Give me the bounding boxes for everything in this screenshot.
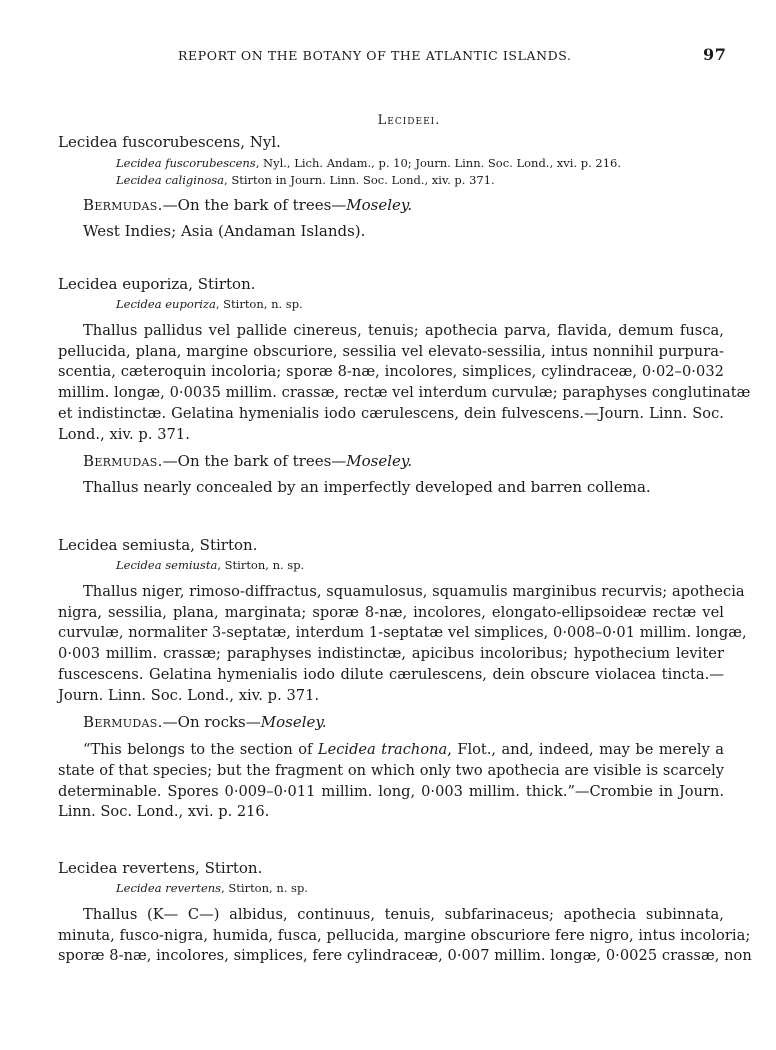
description-line: 0·003 millim. crassæ; paraphyses indistinctæ, apicibus incoloribus; hypothecium leviter xyxy=(58,645,724,663)
entry-lecidea-euporiza xyxy=(58,274,751,497)
description-line: pellucida, plana, margine obscuriore, sessilia vel elevato-sessilia, intus nonnihil purpura- xyxy=(58,342,724,360)
species-name: Lecidea euporiza, Stirton. xyxy=(58,275,256,293)
synonym: Lecidea euporiza, Stirton, n. sp. xyxy=(116,297,303,311)
description-line: Lond., xiv. p. 371. xyxy=(58,425,190,443)
description-line: millim. longæ, 0·0035 millim. crassæ, rectæ vel interdum curvulæ; paraphyses conglutinatæ xyxy=(58,384,751,402)
description xyxy=(58,321,751,445)
quote-line: Linn. Soc. Lond., xvi. p. 216. xyxy=(58,803,270,821)
species-name: Lecidea revertens, Stirton. xyxy=(58,859,263,877)
quote-line: state of that species; but the fragment on which only two apothecia are visible is scarcely xyxy=(58,761,724,779)
description-line: Journ. Linn. Soc. Lond., xiv. p. 371. xyxy=(58,686,320,704)
description-line: et indistinctæ. Gelatina hymenialis iodo cærulescens, dein fulvescens.—Journ. Linn. Soc. xyxy=(58,404,724,422)
description-line: nigra, sessilia, plana, marginata; sporæ 8-næ, incolores, elongato-ellipsoideæ rectæ vel xyxy=(58,603,724,621)
entry-lecidea-semiusta xyxy=(58,535,747,823)
description-line: Thallus (K— C—) albidus, continuus, tenuis, subfarinaceus; apothecia subinnata, xyxy=(83,906,724,923)
locality: Bermudas.—On the bark of trees—Moseley. xyxy=(83,452,413,471)
description-line: sporæ 8-næ, incolores, simplices, fere cylindraceæ, 0·007 millim. longæ, 0·0025 crassæ, non xyxy=(58,947,752,965)
description xyxy=(58,582,747,706)
synonym: Lecidea semiusta, Stirton, n. sp. xyxy=(116,558,305,572)
crombie-quote xyxy=(58,740,724,823)
synonym: Lecidea fuscorubescens, Nyl., Lich. Andam., p. 10; Journ. Linn. Soc. Lond., xvi. p. 216. xyxy=(116,156,622,170)
section-heading: Lecideei. xyxy=(377,113,441,128)
synonym: Lecidea revertens, Stirton, n. sp. xyxy=(116,881,308,895)
locality: Bermudas.—On rocks—Moseley. xyxy=(83,713,327,732)
entry-lecidea-fuscorubescens xyxy=(58,132,724,241)
description-line: fuscescens. Gelatina hymenialis iodo dilute cærulescens, dein obscure violacea tincta.— xyxy=(58,665,724,683)
description-line: Thallus pallidus vel pallide cinereus, tenuis; apothecia parva, flavida, demum fusca, xyxy=(83,322,724,339)
synonym: Lecidea caliginosa, Stirton in Journ. Linn. Soc. Lond., xiv. p. 371. xyxy=(116,173,495,187)
entry-lecidea-revertens xyxy=(58,858,752,967)
description-line: minuta, fusco-nigra, humida, fusca, pellucida, margine obscuriore fere nigro, intus incoloria; xyxy=(58,926,751,944)
description-line: Thallus niger, rimoso-diffractus, squamulosus, squamulis marginibus recurvis; apothecia xyxy=(83,583,745,600)
page-number: 97 xyxy=(703,45,727,64)
description xyxy=(58,905,752,967)
note: Thallus nearly concealed by an imperfectly developed and barren collema. xyxy=(83,478,651,497)
running-head xyxy=(0,45,776,68)
species-name: Lecidea fuscorubescens, Nyl. xyxy=(58,133,281,151)
running-title: REPORT ON THE BOTANY OF THE ATLANTIC ISLANDS. xyxy=(178,48,572,63)
locality: Bermudas.—On the bark of trees—Moseley. xyxy=(83,196,413,214)
species-name: Lecidea semiusta, Stirton. xyxy=(58,536,258,554)
description-line: curvulæ, normaliter 3-septatæ, interdum 1-septatæ vel simplices, 0·008–0·01 millim. longæ, xyxy=(58,624,747,642)
quote-line: “This belongs to the section of Lecidea trachona, Flot., and, indeed, may be merely a xyxy=(83,741,724,759)
description-line: scentia, cæteroquin incoloria; sporæ 8-næ, incolores, simplices, cylindraceæ, 0·02–0·032 xyxy=(58,363,724,381)
distribution: West Indies; Asia (Andaman Islands). xyxy=(83,222,366,240)
quote-line: determinable. Spores 0·009–0·011 millim. long, 0·003 millim. thick.”—Crombie in Journ. xyxy=(58,782,724,800)
